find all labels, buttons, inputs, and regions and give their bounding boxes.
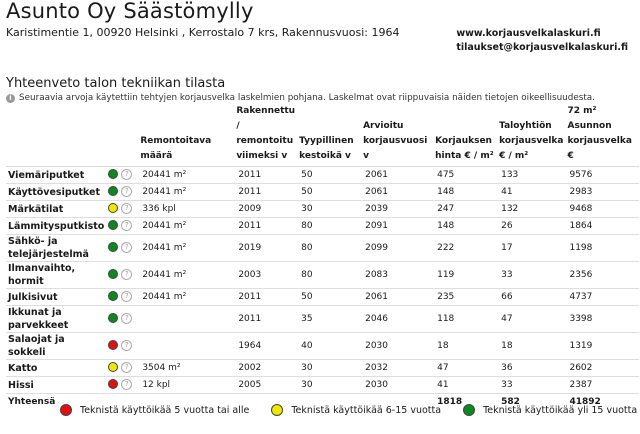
row-renovated: 2011 [236, 306, 299, 333]
status-indicator [106, 262, 140, 289]
row-name: Käyttövesiputket [6, 184, 106, 201]
row-renovated: 2011 [236, 218, 299, 235]
row-price: 119 [435, 262, 499, 289]
table-row [6, 289, 639, 306]
table-row [6, 167, 639, 184]
legend-item-red [60, 404, 249, 416]
row-lifetime: 40 [299, 333, 363, 360]
header-renovated: Rakennettu / remontoitu viimeksi v [236, 104, 299, 167]
row-amount: 20441 m² [140, 184, 236, 201]
row-company-debt: 33 [499, 377, 567, 394]
legend-dot-yellow [271, 404, 283, 416]
legend-dot-red [60, 404, 72, 416]
apartment-debt-label: Asunnon korjausvelka € [567, 121, 632, 161]
row-apartment-debt: 2387 [567, 377, 639, 394]
row-company-debt: 33 [499, 262, 567, 289]
status-indicator [106, 360, 140, 377]
row-renovated: 2011 [236, 167, 299, 184]
total-label: Yhteensä [8, 396, 56, 407]
header-indicator [106, 104, 140, 167]
status-indicator [106, 218, 140, 235]
status-dot-red [108, 340, 118, 350]
row-name: Salaojat ja sokkeli [6, 333, 106, 360]
row-price: 235 [435, 289, 499, 306]
row-lifetime: 80 [299, 218, 363, 235]
question-icon[interactable]: ? [121, 186, 132, 197]
row-amount: 20441 m² [140, 262, 236, 289]
question-icon[interactable]: ? [121, 379, 132, 390]
table-row [6, 235, 639, 262]
status-dot-yellow [108, 362, 118, 372]
row-apartment-debt: 3398 [567, 306, 639, 333]
row-estimated: 2030 [363, 333, 435, 360]
row-estimated: 2032 [363, 360, 435, 377]
row-estimated: 2061 [363, 167, 435, 184]
status-indicator [106, 289, 140, 306]
row-company-debt: 17 [499, 235, 567, 262]
question-icon[interactable]: ? [121, 313, 132, 324]
row-price: 148 [435, 184, 499, 201]
row-lifetime: 80 [299, 235, 363, 262]
row-apartment-debt: 1319 [567, 333, 639, 360]
row-amount: 20441 m² [140, 167, 236, 184]
row-lifetime: 50 [299, 184, 363, 201]
status-dot-green [108, 313, 118, 323]
row-renovated: 2011 [236, 289, 299, 306]
legend-label: Teknistä käyttöikää yli 15 vuotta [483, 404, 638, 416]
table-row [6, 184, 639, 201]
row-amount: 3504 m² [140, 360, 236, 377]
header-lifetime: Tyypillinen kestoikä v [299, 104, 363, 167]
row-price: 222 [435, 235, 499, 262]
legend-item-green [463, 404, 637, 416]
row-price: 41 [435, 377, 499, 394]
total-price: 1818 [437, 396, 463, 407]
question-icon[interactable]: ? [121, 220, 132, 231]
status-dot-green [108, 269, 118, 279]
apartment-size: 72 m² [567, 106, 597, 116]
row-company-debt: 36 [499, 360, 567, 377]
email-link[interactable]: tilaukset@korjausvelkalaskuri.fi [456, 42, 628, 53]
table-row [6, 360, 639, 377]
header-apartment-debt [567, 104, 639, 167]
question-icon[interactable]: ? [121, 362, 132, 373]
row-apartment-debt: 9576 [567, 167, 639, 184]
row-name: Ikkunat ja parvekkeet [6, 306, 106, 333]
row-estimated: 2083 [363, 262, 435, 289]
row-lifetime: 30 [299, 201, 363, 218]
contact-info [456, 27, 628, 55]
status-indicator [106, 184, 140, 201]
header-company-debt: Taloyhtiön korjausvelka € / m² [499, 104, 567, 167]
row-name: Lämmitysputkisto [6, 218, 106, 235]
table-row [6, 201, 639, 218]
row-estimated: 2039 [363, 201, 435, 218]
row-name: Ilmanvaihto, hormit [6, 262, 106, 289]
question-icon[interactable]: ? [121, 291, 132, 302]
row-amount [140, 306, 236, 333]
question-icon[interactable]: ? [121, 203, 132, 214]
status-dot-green [108, 220, 118, 230]
row-apartment-debt: 2983 [567, 184, 639, 201]
legend-label: Teknistä käyttöikää 6-15 vuotta [291, 404, 442, 416]
row-lifetime: 30 [299, 360, 363, 377]
website-link[interactable]: www.korjausvelkalaskuri.fi [456, 28, 601, 39]
summary-table [6, 104, 639, 410]
header-amount: Remontoitava määrä [140, 104, 236, 167]
status-indicator [106, 333, 140, 360]
row-company-debt: 18 [499, 333, 567, 360]
row-apartment-debt: 1864 [567, 218, 639, 235]
row-price: 247 [435, 201, 499, 218]
table-row [6, 218, 639, 235]
row-renovated: 2009 [236, 201, 299, 218]
row-price: 118 [435, 306, 499, 333]
notice-text [6, 93, 595, 103]
row-estimated: 2030 [363, 377, 435, 394]
row-name: Hissi [6, 377, 106, 394]
row-name: Sähkö- ja telejärjestelmä [6, 235, 106, 262]
page-title: Asunto Oy Säästömylly [6, 0, 254, 23]
row-estimated: 2046 [363, 306, 435, 333]
row-price: 47 [435, 360, 499, 377]
legend-dot-green [463, 404, 475, 416]
table-header-row [6, 104, 639, 167]
status-indicator [106, 235, 140, 262]
status-indicator [106, 167, 140, 184]
question-icon[interactable]: ? [121, 340, 132, 351]
row-company-debt: 47 [499, 306, 567, 333]
row-name: Viemäriputket [6, 167, 106, 184]
row-renovated: 1964 [236, 333, 299, 360]
notice-label: Seuraavia arvoja käytettiin tehtyjen korjausvelka laskelmien pohjana. Laskelmat ovat riippuvaisia näiden tietojen oikeellisuudesta. [19, 93, 595, 103]
row-estimated: 2061 [363, 184, 435, 201]
row-amount: 20441 m² [140, 235, 236, 262]
row-apartment-debt: 4737 [567, 289, 639, 306]
row-lifetime: 50 [299, 289, 363, 306]
row-price: 148 [435, 218, 499, 235]
question-icon[interactable]: ? [121, 242, 132, 253]
table-row [6, 333, 639, 360]
row-company-debt: 66 [499, 289, 567, 306]
total-company-debt: 582 [501, 396, 520, 407]
legend [60, 404, 640, 416]
section-title: Yhteenveto talon tekniikan tilasta [6, 76, 226, 91]
row-name: Julkisivut [6, 289, 106, 306]
question-icon[interactable]: ? [121, 169, 132, 180]
row-company-debt: 132 [499, 201, 567, 218]
total-apartment-debt: 41892 [569, 396, 601, 407]
row-name: Märkätilat [6, 201, 106, 218]
row-estimated: 2091 [363, 218, 435, 235]
row-estimated: 2099 [363, 235, 435, 262]
status-dot-red [108, 379, 118, 389]
row-renovated: 2019 [236, 235, 299, 262]
row-amount: 336 kpl [140, 201, 236, 218]
row-apartment-debt: 9468 [567, 201, 639, 218]
row-amount: 20441 m² [140, 289, 236, 306]
row-apartment-debt: 1198 [567, 235, 639, 262]
header-name [6, 104, 106, 167]
row-renovated: 2002 [236, 360, 299, 377]
row-amount: 12 kpl [140, 377, 236, 394]
legend-label: Teknistä käyttöikää 5 vuotta tai alle [80, 404, 250, 416]
row-name: Katto [6, 360, 106, 377]
header-price: Korjauksen hinta € / m² [435, 104, 499, 167]
row-renovated: 2005 [236, 377, 299, 394]
question-icon[interactable]: ? [121, 269, 132, 280]
status-dot-green [108, 242, 118, 252]
row-lifetime: 50 [299, 167, 363, 184]
status-dot-yellow [108, 203, 118, 213]
info-icon: i [6, 94, 15, 103]
row-amount: 20441 m² [140, 218, 236, 235]
header-estimated: Arvioitu korjausvuosi v [363, 104, 435, 167]
row-company-debt: 133 [499, 167, 567, 184]
row-apartment-debt: 2356 [567, 262, 639, 289]
row-lifetime: 80 [299, 262, 363, 289]
address-line: Karistimentie 1, 00920 Helsinki , Kerrostalo 7 krs, Rakennusvuosi: 1964 [6, 26, 400, 39]
row-lifetime: 35 [299, 306, 363, 333]
row-price: 18 [435, 333, 499, 360]
row-renovated: 2003 [236, 262, 299, 289]
row-company-debt: 41 [499, 184, 567, 201]
row-estimated: 2061 [363, 289, 435, 306]
row-amount [140, 333, 236, 360]
status-dot-green [108, 291, 118, 301]
table-row [6, 262, 639, 289]
row-apartment-debt: 2602 [567, 360, 639, 377]
table-row [6, 306, 639, 333]
status-indicator [106, 201, 140, 218]
row-lifetime: 30 [299, 377, 363, 394]
status-dot-green [108, 169, 118, 179]
row-price: 475 [435, 167, 499, 184]
status-dot-green [108, 186, 118, 196]
row-company-debt: 26 [499, 218, 567, 235]
status-indicator [106, 377, 140, 394]
row-renovated: 2011 [236, 184, 299, 201]
legend-item-yellow [271, 404, 441, 416]
status-indicator [106, 306, 140, 333]
table-row [6, 377, 639, 394]
